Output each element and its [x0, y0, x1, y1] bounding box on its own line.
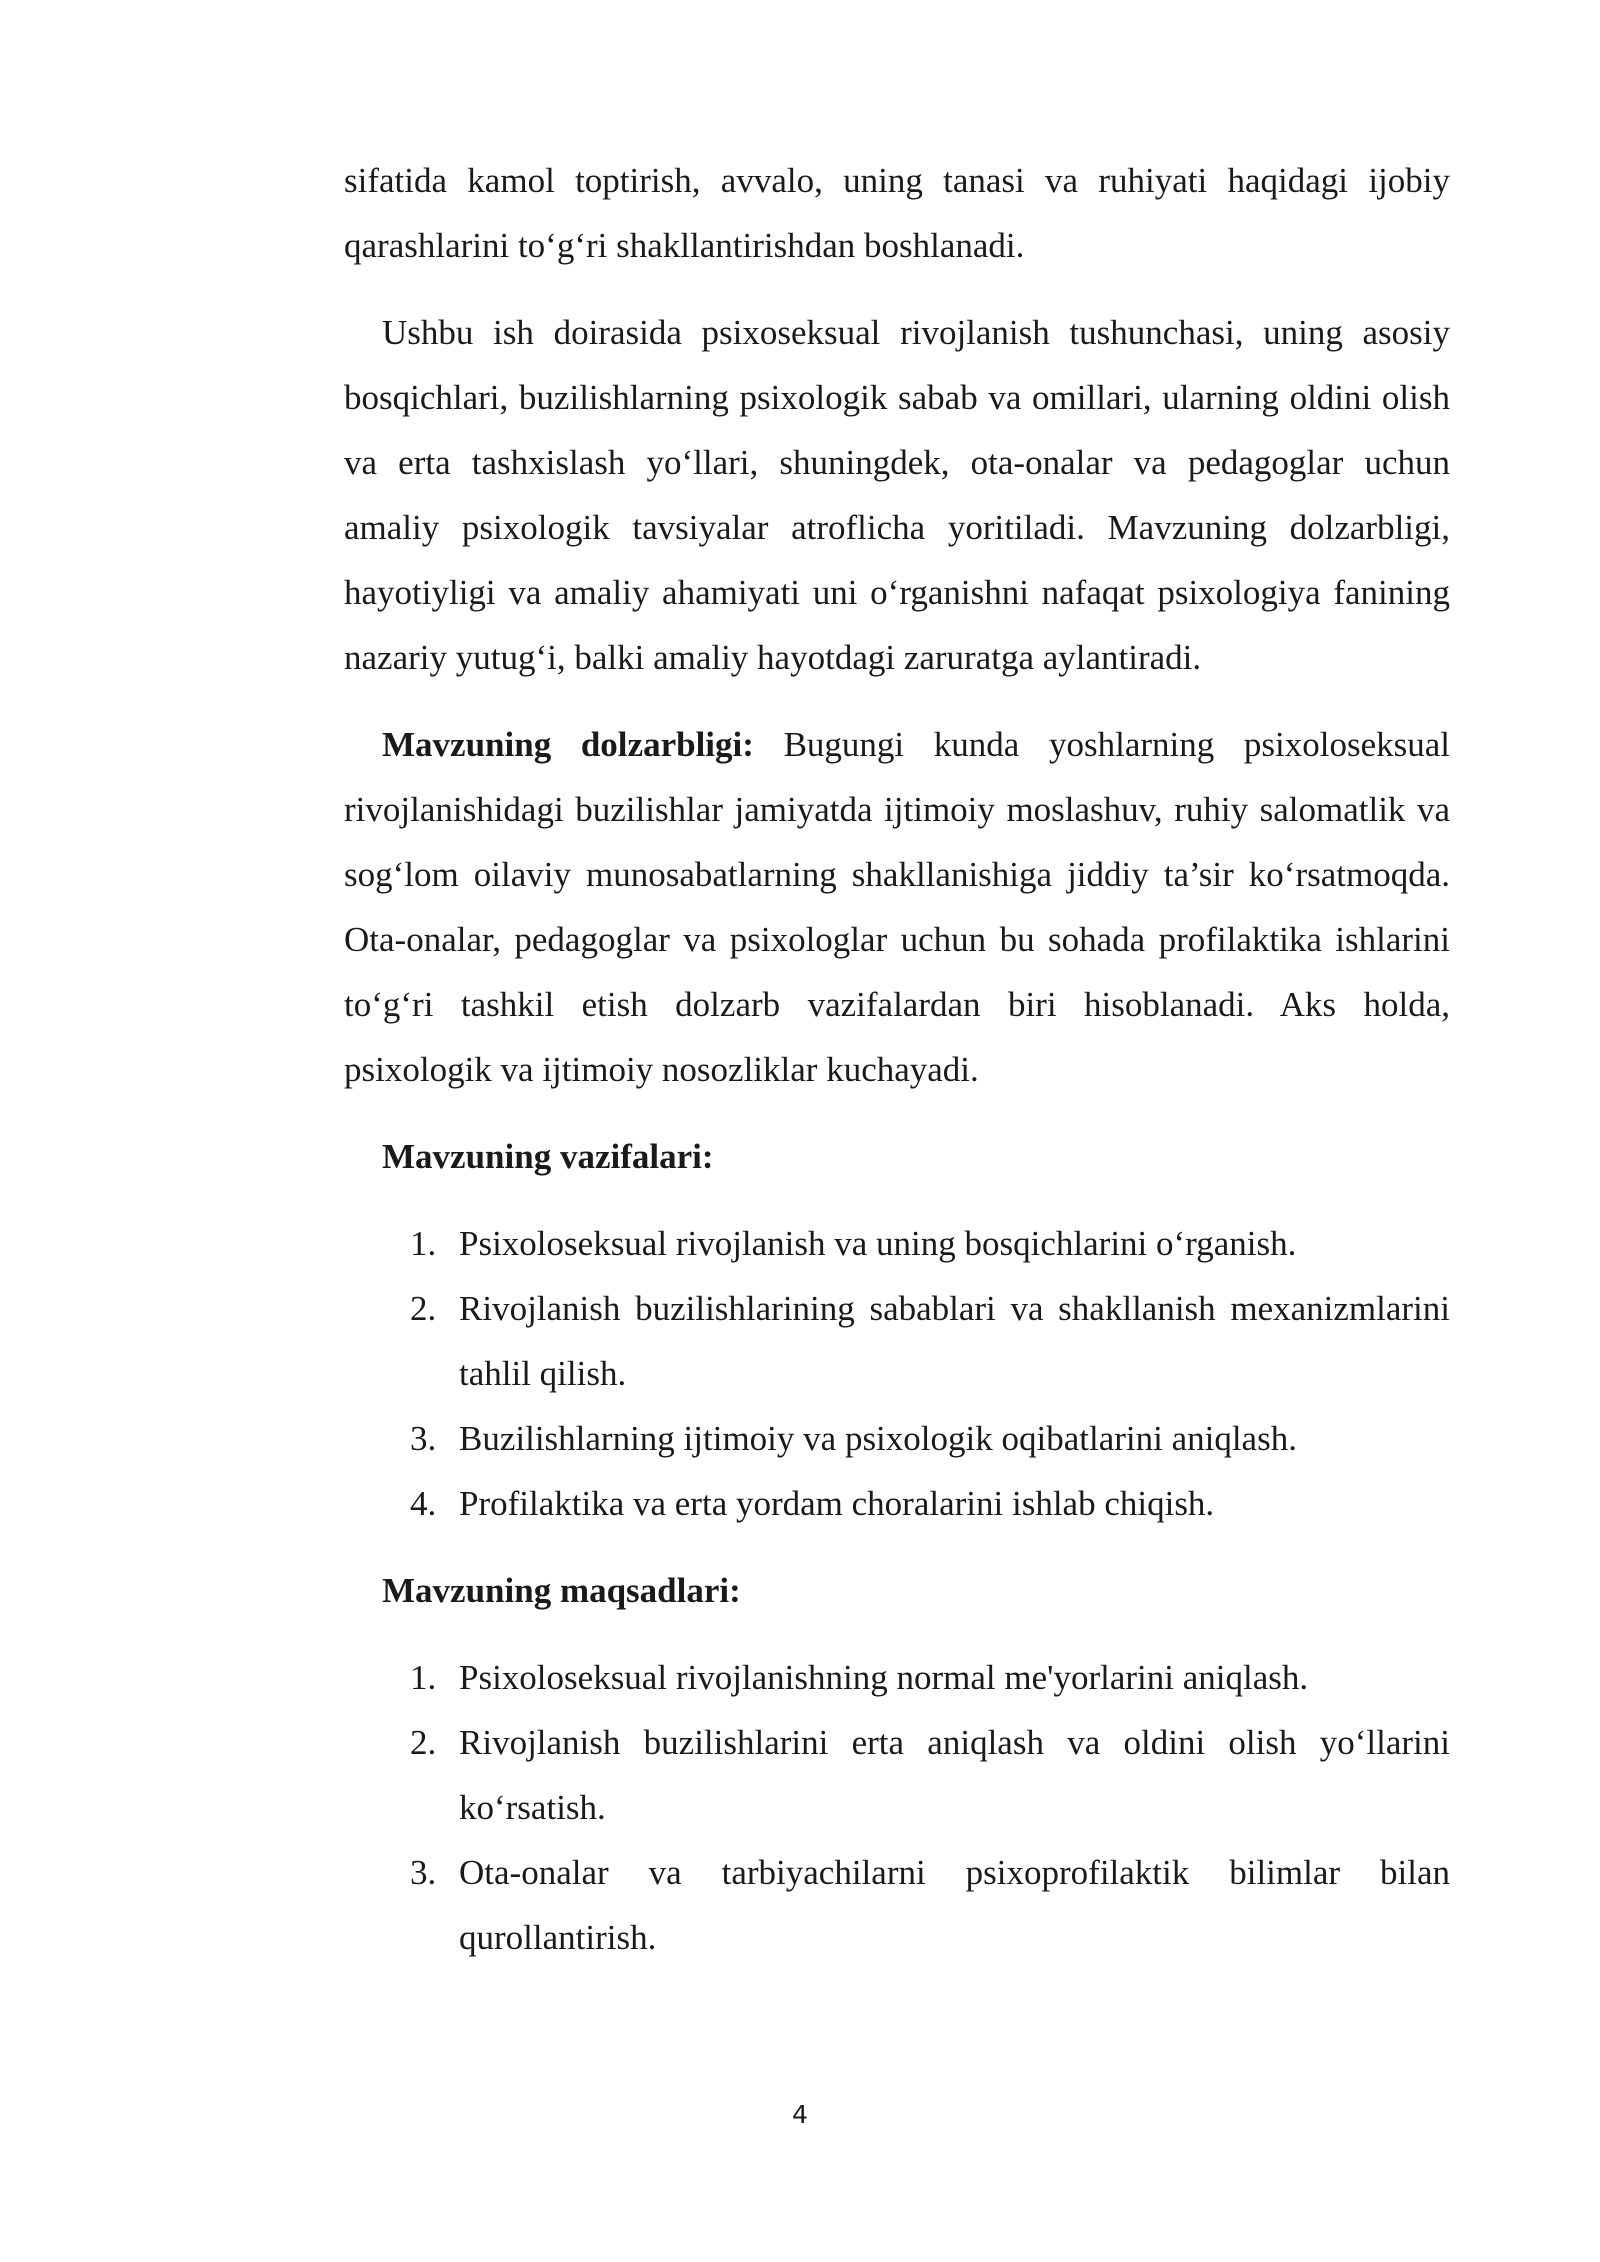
list-item-number: 3.: [410, 1853, 437, 1892]
list-item: [344, 1471, 1450, 1536]
list-item-text: Psixoloseksual rivojlanish va uning bosqichlarini o‘rganish.: [459, 1224, 1297, 1263]
paragraph-continuation: sifatida kamol toptirish, avvalo, uning tanasi va ruhiyati haqidagi ijobiy qarashlarini to‘g‘ri shakllantirishdan boshlanadi.: [344, 161, 1450, 265]
list-item-number: 2.: [410, 1289, 437, 1328]
list-item-number: 4.: [410, 1484, 437, 1523]
list-item-text: Buzilishlarning ijtimoiy va psixologik oqibatlarini aniqlash.: [459, 1419, 1297, 1458]
paragraph-relevance: [344, 712, 1450, 1102]
list-item: [344, 1211, 1450, 1276]
list-item-text: Profilaktika va erta yordam choralarini ishlab chiqish.: [459, 1484, 1215, 1523]
goals-list: [344, 1645, 1450, 1970]
tasks-heading: Mavzuning vazifalari:: [382, 1137, 714, 1176]
list-item-text: Rivojlanish buzilishlarining sabablari va shakllanish mexanizmlarini tahlil qilish.: [459, 1289, 1450, 1393]
paragraph-scope: Ushbu ish doirasida psixoseksual rivojlanish tushunchasi, uning asosiy bosqichlari, buzilishlarning psixologik sabab va omillari, ularning oldini olish va erta tashxislash yo‘llari, shuningdek, ota-onalar va pedagoglar uchun amaliy psixologik tavsiyalar atroflicha yoritiladi. Mavzuning dolzarbligi, hayotiyligi va amaliy ahamiyati uni o‘rganishni nafaqat psixologiya fanining nazariy yutug‘i, balki amaliy hayotdagi zaruratga aylantiradi.: [344, 313, 1450, 677]
goals-heading: Mavzuning maqsadlari:: [382, 1571, 741, 1610]
list-item: [344, 1276, 1450, 1406]
list-item-number: 3.: [410, 1419, 437, 1458]
list-item-text: Rivojlanish buzilishlarini erta aniqlash va oldini olish yo‘llarini ko‘rsatish.: [459, 1723, 1450, 1827]
page-body: [344, 148, 1450, 1970]
list-item-number: 1.: [410, 1224, 437, 1263]
page-number: 4: [792, 2100, 808, 2129]
list-item: [344, 1406, 1450, 1471]
list-item: [344, 1645, 1450, 1710]
list-item: [344, 1840, 1450, 1970]
tasks-list: [344, 1211, 1450, 1536]
list-item-number: 2.: [410, 1723, 437, 1762]
list-item-text: Ota-onalar va tarbiyachilarni psixoprofilaktik bilimlar bilan qurollantirish.: [459, 1853, 1450, 1957]
relevance-lead: Mavzuning dolzarbligi:: [382, 725, 754, 764]
list-item-text: Psixoloseksual rivojlanishning normal me'yorlarini aniqlash.: [459, 1658, 1309, 1697]
list-item-number: 1.: [410, 1658, 437, 1697]
list-item: [344, 1710, 1450, 1840]
relevance-body: Bugungi kunda yoshlarning psixoloseksual rivojlanishidagi buzilishlar jamiyatda ijtimoiy moslashuv, ruhiy salomatlik va sog‘lom oilaviy munosabatlarning shakllanishiga jiddiy ta’sir ko‘rsatmoqda. Ota-onalar, pedagoglar va psixologlar uchun bu sohada profilaktika ishlarini to‘g‘ri tashkil etish dolzarb vazifalardan biri hisoblanadi. Aks holda, psixologik va ijtimoiy nosozliklar kuchayadi.: [344, 725, 1450, 1089]
